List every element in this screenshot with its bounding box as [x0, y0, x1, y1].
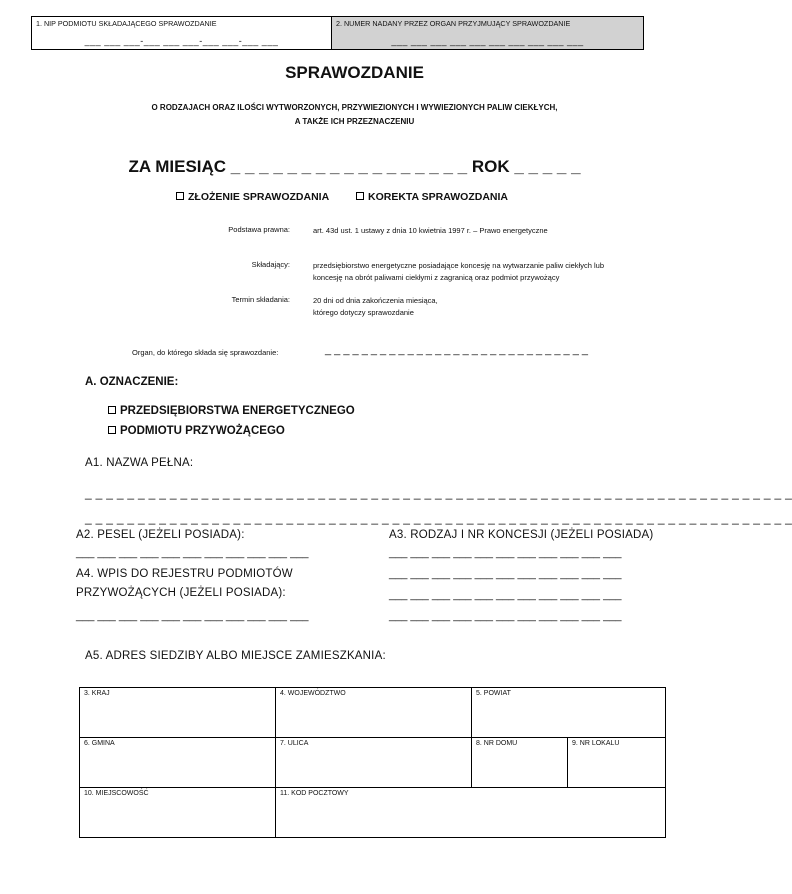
year-field[interactable]: _ _ _ _ _ [514, 157, 581, 176]
enterprise-option[interactable] [108, 405, 355, 417]
submission-option[interactable] [176, 191, 329, 203]
month-field[interactable]: _ _ _ _ _ _ _ _ _ _ _ _ _ _ _ _ _ [230, 157, 468, 176]
correction-label: KOREKTA SPRAWOZDANIA [368, 191, 508, 203]
a3-label: A3. RODZAJ I NR KONCESJI (JEŻELI POSIADA) [389, 529, 654, 541]
section-a-heading: A. OZNACZENIE: [85, 376, 179, 388]
organ-label: Organ, do którego składa się sprawozdanie: [132, 348, 279, 357]
county-label: 5. POWIAT [476, 690, 511, 697]
deadline-value-line-1: 20 dni od dnia zakończenia miesiąca, [313, 296, 438, 305]
commune-label: 6. GMINA [84, 740, 115, 747]
month-label: ZA MIESIĄC [128, 157, 227, 176]
house-number-label: 8. NR DOMU [476, 740, 518, 747]
a3-field-line-2[interactable]: ___ ___ ___ ___ ___ ___ ___ ___ ___ ___ ___ [389, 568, 622, 580]
deadline-value [313, 295, 673, 319]
a2-field[interactable]: ___ ___ ___ ___ ___ ___ ___ ___ ___ ___ ___ [76, 547, 309, 559]
nip-box[interactable] [31, 16, 332, 50]
voivodeship-label: 4. WOJEWÓDZTWO [280, 690, 346, 697]
nip-blank: ___ ___ ___-___ ___ ___-___ ___-___ ___ [84, 36, 279, 46]
importer-label: PODMIOTU PRZYWOŻĄCEGO [120, 425, 285, 437]
unit-number-label: 9. NR LOKALU [572, 740, 620, 747]
importer-checkbox[interactable] [108, 426, 116, 434]
house-number-cell[interactable] [472, 738, 568, 788]
country-cell[interactable] [80, 688, 276, 738]
postal-code-cell[interactable] [276, 788, 666, 838]
voivodeship-cell[interactable] [276, 688, 472, 738]
a5-label: A5. ADRES SIEDZIBY ALBO MIEJSCE ZAMIESZKANIA: [85, 650, 386, 662]
submitter-value-line-1: przedsiębiorstwo energetyczne posiadające koncesję na wytwarzanie paliw ciekłych lub [313, 261, 604, 270]
organ-number-label: 2. NUMER NADANY PRZEZ ORGAN PRZYJMUJĄCY SPRAWOZDANIE [336, 19, 571, 28]
enterprise-checkbox[interactable] [108, 406, 116, 414]
postal-code-label: 11. KOD POCZTOWY [280, 790, 349, 797]
nip-label: 1. NIP PODMIOTU SKŁADAJĄCEGO SPRAWOZDANIE [36, 19, 217, 28]
street-cell[interactable] [276, 738, 472, 788]
city-cell[interactable] [80, 788, 276, 838]
commune-cell[interactable] [80, 738, 276, 788]
country-label: 3. KRAJ [84, 690, 110, 697]
subtitle-line-2: A TAKŻE ICH PRZEZNACZENIU [294, 117, 415, 126]
document-subtitle [0, 101, 709, 129]
submission-checkbox[interactable] [176, 192, 184, 200]
importer-option[interactable] [108, 425, 285, 437]
a1-field-line-1[interactable]: _ _ _ _ _ _ _ _ _ _ _ _ _ _ _ _ _ _ _ _ _ _ _ _ _ _ _ _ _ _ _ _ _ _ _ _ _ _ _ _ _ _ _ _ _ _ _ _ _ _ _ _ _ _ _ _ _ _ _ _ _ _ _ _ _ _ _ [85, 486, 792, 500]
submitter-label: Składający: [251, 260, 290, 269]
deadline-value-line-2: którego dotyczy sprawozdanie [313, 308, 414, 317]
year-label: ROK [471, 157, 510, 176]
organ-number-box[interactable] [331, 16, 644, 50]
submitter-value [313, 260, 673, 284]
a4-label-line-2: PRZYWOŻĄCYCH (JEŻELI POSIADA): [76, 587, 286, 599]
county-cell[interactable] [472, 688, 666, 738]
document-title: SPRAWOZDANIE [285, 63, 424, 82]
legal-basis-value: art. 43d ust. 1 ustawy z dnia 10 kwietnia 1997 r. – Prawo energetyczne [313, 226, 548, 235]
correction-option[interactable] [356, 191, 508, 203]
a4-field[interactable]: ___ ___ ___ ___ ___ ___ ___ ___ ___ ___ ___ [76, 610, 309, 622]
submitter-value-line-2: koncesję na obrót paliwami ciekłymi z zagranicą oraz podmiot przywożący [313, 273, 560, 282]
a2-label: A2. PESEL (JEŻELI POSIADA): [76, 529, 245, 541]
a1-label: A1. NAZWA PEŁNA: [85, 457, 194, 469]
address-table [79, 687, 666, 838]
deadline-label: Termin składania: [231, 295, 290, 304]
unit-number-cell[interactable] [568, 738, 666, 788]
a3-field-line-3[interactable]: ___ ___ ___ ___ ___ ___ ___ ___ ___ ___ ___ [389, 589, 622, 601]
a4-label-line-1: A4. WPIS DO REJESTRU PODMIOTÓW [76, 568, 293, 580]
enterprise-label: PRZEDSIĘBIORSTWA ENERGETYCZNEGO [120, 405, 355, 417]
period-line [0, 157, 709, 177]
city-label: 10. MIEJSCOWOŚĆ [84, 790, 149, 797]
subtitle-line-1: O RODZAJACH ORAZ ILOŚCI WYTWORZONYCH, PRZYWIEZIONYCH I WYWIEZIONYCH PALIW CIEKŁYCH, [151, 103, 558, 112]
organ-field[interactable]: _ _ _ _ _ _ _ _ _ _ _ _ _ _ _ _ _ _ _ _ _ _ _ _ _ _ _ _ _ [325, 344, 588, 356]
organ-number-blank: ___ ___ ___ ___ ___ ___ ___ ___ ___ ___ [391, 36, 584, 46]
submission-label: ZŁOŻENIE SPRAWOZDANIA [188, 191, 330, 203]
street-label: 7. ULICA [280, 740, 309, 747]
a1-field-line-2[interactable]: _ _ _ _ _ _ _ _ _ _ _ _ _ _ _ _ _ _ _ _ _ _ _ _ _ _ _ _ _ _ _ _ _ _ _ _ _ _ _ _ _ _ _ _ _ _ _ _ _ _ _ _ _ _ _ _ _ _ _ _ _ _ _ _ _ _ _ [85, 511, 792, 525]
a3-field-line-4[interactable]: ___ ___ ___ ___ ___ ___ ___ ___ ___ ___ ___ [389, 610, 622, 622]
a3-field-line-1[interactable]: ___ ___ ___ ___ ___ ___ ___ ___ ___ ___ ___ [389, 547, 622, 559]
legal-basis-label: Podstawa prawna: [228, 225, 290, 234]
correction-checkbox[interactable] [356, 192, 364, 200]
